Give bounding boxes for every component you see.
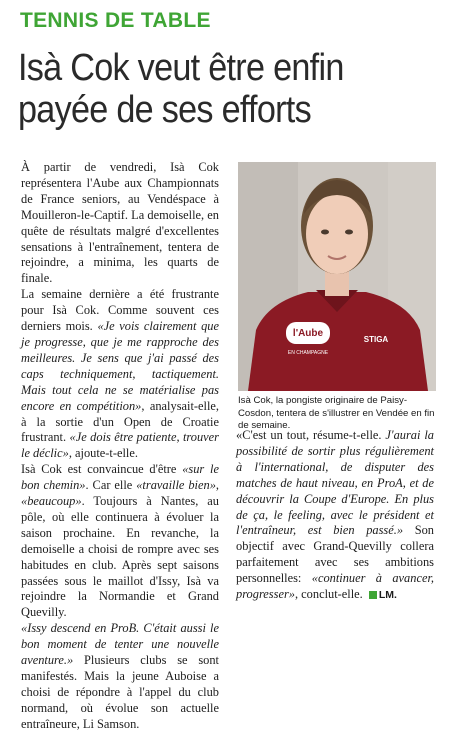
- green-square-icon: [369, 591, 377, 599]
- author-byline: LM.: [378, 589, 397, 602]
- jersey-logo-text: l'Aube: [292, 328, 324, 339]
- quote: J'aurai la possibilité de sortir plus régulièrement à l'international, de disputer des matches de haut niveau, en ProA, et de découvrir la Coupe d'Europe. En plus de ça, le feeling, avec le président et l'entraîneur, est bien passé.»: [236, 428, 434, 538]
- section-kicker: TENNIS DE TABLE: [20, 9, 211, 32]
- player-illustration: [238, 162, 436, 391]
- text-run: , conclut-elle.: [294, 587, 366, 602]
- quote: «Je vois clairement que je progresse, que je me rapproche des meilleures. Je sens que j'ai passé des caps techniquement, tactiquement. Mais tout cela ne se matérialise pas encore en compétition»: [21, 319, 219, 413]
- text-run: . Toujours à Nantes, au pôle, où elle continuera à évoluer la saison prochaine. En revanche, la demoiselle a choisi de rompre avec ses habitudes en club. Après sept saisons passées sous le maillot d'Issy, Isà va rejoindre la Normandie et Grand Quevilly.: [21, 494, 219, 620]
- paragraph-intro: À partir de vendredi, Isà Cok représentera l'Aube aux Championnats de France seniors, au Vendéspace à Mouilleron-le-Captif. La demoiselle, en quête de résultats malgré d'excellentes sensations à l'entraînement, tentera de rejoindre, a minima, les quarts de finale.: [21, 160, 219, 286]
- paragraph-3: [21, 462, 219, 621]
- paragraph-4-end: [236, 428, 434, 604]
- quote: «beaucoup»: [21, 494, 82, 509]
- article-column-2: [236, 428, 434, 604]
- paragraph-4-start: [21, 621, 219, 732]
- text-run: résume-t-elle.: [309, 428, 386, 442]
- text-run: «C'est un tout,: [236, 428, 310, 442]
- text-run: , ajoute-t-elle.: [68, 446, 138, 461]
- text-run: ,: [215, 478, 219, 493]
- photo-caption: Isà Cok, la pongiste originaire de Paisy-Cosdon, tentera de s'illustrer en Vendée en fin de semaine.: [238, 395, 435, 432]
- article-column-1: [21, 160, 219, 733]
- text-run: Isà Cok est convaincue d'être: [21, 462, 183, 477]
- text-run: . Car elle: [85, 478, 137, 493]
- quote: «sur le bon chemin»: [21, 462, 219, 493]
- quote: «Issy descend en ProB. C'était aussi le bon moment de tenter une nouvelle aventure.»: [21, 621, 219, 668]
- quote: «Je dois être patiente, trouver le déclic»: [21, 430, 220, 461]
- text-run: Plusieurs clubs se sont manifestés. Mais la jeune Auboise a choisi de répondre à l'appel du club normand, où évolue son actuelle entraîneure, Li Samson.: [21, 653, 219, 731]
- jersey-sublabel: EN CHAMPAGNE: [287, 350, 329, 356]
- player-photo: [238, 162, 436, 391]
- quote: «travaille bien»: [136, 478, 216, 493]
- text-run: , analysait-elle, à la sortie d'un Open de Croatie frustrant.: [21, 398, 220, 445]
- text-run: Son objectif avec Grand-Quevilly collera parfaitement avec ses ambitions personnelles:: [236, 523, 434, 586]
- paragraph-2: [21, 287, 219, 462]
- text-run: La semaine dernière a été frustrante pour Isà Cok. Comme souvent ces derniers mois.: [21, 287, 219, 334]
- article-headline: Isà Cok veut être enfin payée de ses efforts: [18, 47, 344, 131]
- quote: «continuer à avancer, progresser»: [236, 571, 434, 602]
- jersey-brand: STIGA: [363, 335, 389, 344]
